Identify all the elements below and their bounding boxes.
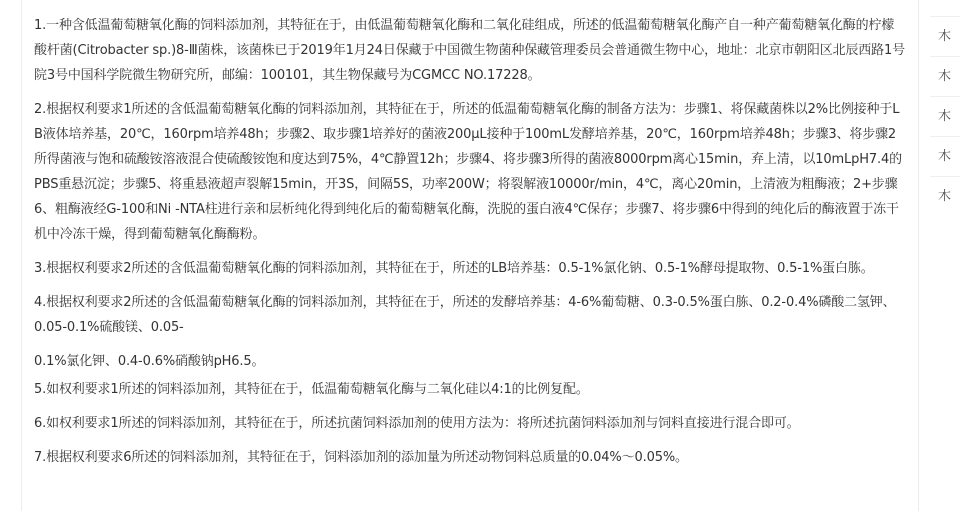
claim-3: 3.根据权利要求2所述的含低温葡萄糖氧化酶的饲料添加剂，其特征在于，所述的LB培养基：0.5-1%氯化钠、0.5-1%酵母提取物、0.5-1%蛋白胨。 xyxy=(34,261,874,276)
sidebar-item-2[interactable]: 木 xyxy=(930,56,960,96)
sidebar-item-3[interactable]: 木 xyxy=(930,96,960,136)
claims-panel xyxy=(21,0,919,511)
claim-6: 6.如权利要求1所述的饲料添加剂，其特征在于，所述抗菌饲料添加剂的使用方法为：将所述抗菌饲料添加剂与饲料直接进行混合即可。 xyxy=(34,416,800,431)
claim-2: 2.根据权利要求1所述的含低温葡萄糖氧化酶的饲料添加剂，其特征在于，所述的低温葡萄糖氧化酶的制备方法为：步骤1、将保藏菌株以2%比例接种于LB液体培养基，20℃，160rpm培养48h；步骤2、取步骤1培养好的菌液200μL接种于100mL发酵培养基，20℃，160rpm培养48h；步骤3、将步骤2所得菌液与饱和硫酸铵溶液混合使硫酸铵饱和度达到75%，4℃静置12h；步骤4、将步骤3所得的菌液8000rpm离心15min，弃上清，以10mLpH7.4的PBS重悬沉淀；步骤5、将重悬液超声裂解15min，开3S，间隔5S，功率200W；将裂解液10000r/min，4℃，离心20min，上清液为粗酶液；2+步骤6、粗酶液经G-100和Ni -NTA柱进行亲和层析纯化得到纯化后的葡萄糖氧化酶，洗脱的蛋白液4℃保存；步骤7、将步骤6中得到的纯化后的酶液置于冻干机中冷冻干燥，得到葡萄糖氧化酶酶粉。 xyxy=(34,102,902,242)
right-sidebar xyxy=(930,0,960,511)
claim-4-continuation: 0.1%氯化钾、0.4-0.6%硝酸钠pH6.5。 xyxy=(34,354,265,369)
sidebar-item-5[interactable]: 木 xyxy=(930,176,960,216)
sidebar-item-1[interactable]: 木 xyxy=(930,16,960,56)
claim-1: 1.一种含低温葡萄糖氧化酶的饲料添加剂，其特征在于，由低温葡萄糖氧化酶和二氧化硅组成，所述的低温葡萄糖氧化酶产自一种产葡萄糖氧化酶的柠檬酸杆菌(Citrobacter sp.)8-Ⅲ菌株，该菌株已于2019年1月24日保藏于中国微生物菌种保藏管理委员会普通微生物中心，地址：北京市朝阳区北辰西路1号院3号中国科学院微生物研究所，邮编：100101，其生物保藏号为CGMCC NO.17228。 xyxy=(34,18,905,83)
claim-5: 5.如权利要求1所述的饲料添加剂，其特征在于，低温葡萄糖氧化酶与二氧化硅以4:1的比例复配。 xyxy=(34,382,589,397)
claim-7: 7.根据权利要求6所述的饲料添加剂，其特征在于，饲料添加剂的添加量为所述动物饲料总质量的0.04%～0.05%。 xyxy=(34,450,688,465)
sidebar-item-4[interactable]: 木 xyxy=(930,136,960,176)
claim-4: 4.根据权利要求2所述的含低温葡萄糖氧化酶的饲料添加剂，其特征在于，所述的发酵培养基：4-6%葡萄糖、0.3-0.5%蛋白胨、0.2-0.4%磷酸二氢钾、0.05-0.1%硫酸镁、0.05- xyxy=(34,295,896,335)
